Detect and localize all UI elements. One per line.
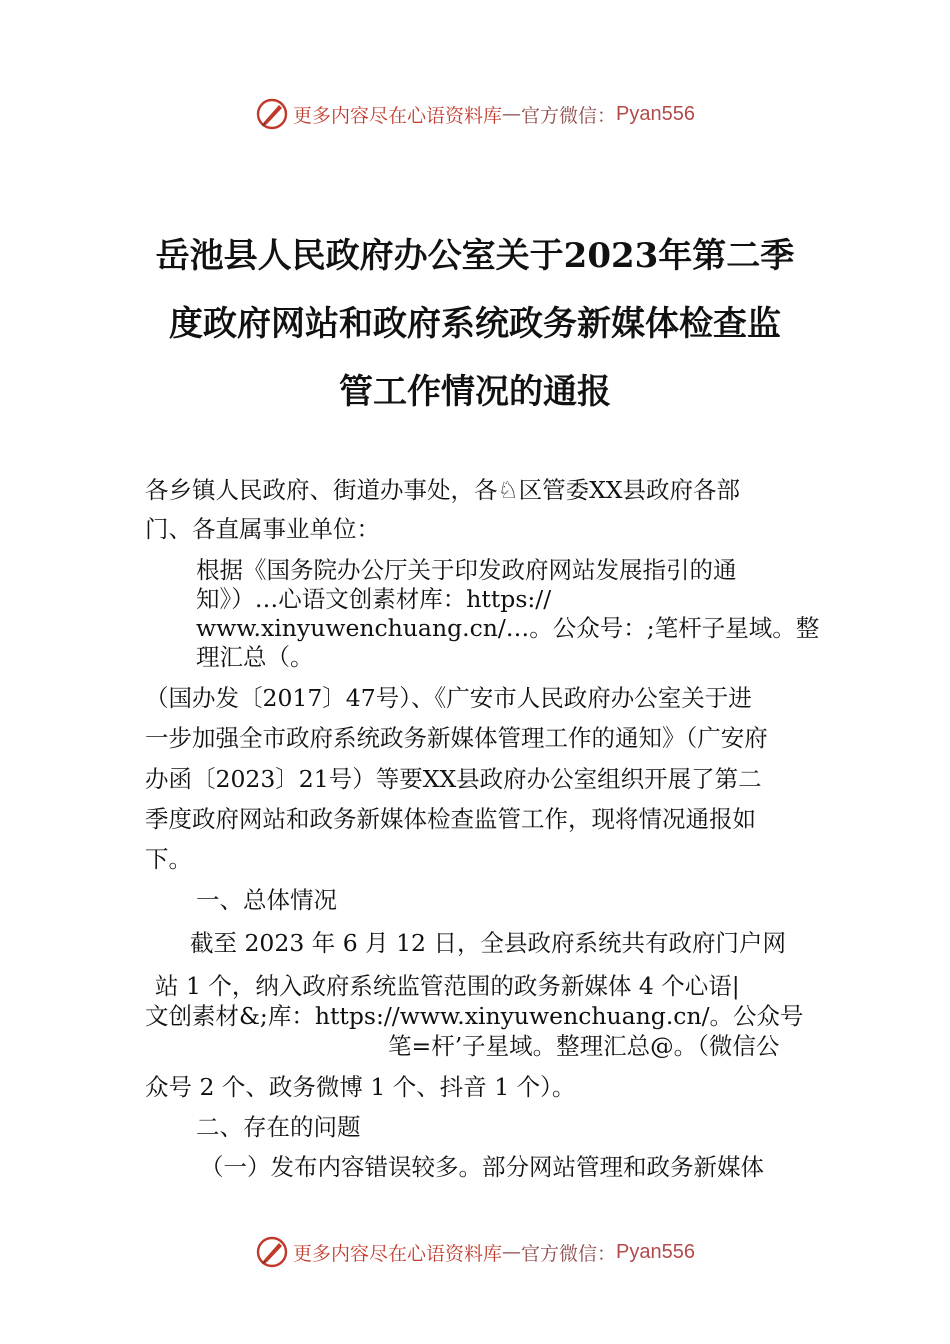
basis-line-4: 理汇总（。	[196, 643, 314, 671]
section-2-line-1: （一）发布内容错误较多。部分网站管理和政务新媒体	[200, 1153, 764, 1181]
watermark-handle: Pyan556	[616, 102, 695, 125]
section-1-line-3: 文创素材&;库：https://www.xinyuwenchuang.cn/。公众号	[145, 1002, 804, 1030]
addressee-line-1: 各乡镇人民政府、街道办事处，各♘区管委XX县政府各部	[145, 476, 741, 504]
section-1-line-5: 众号 2 个、政务微博 1 个、抖音 1 个）。	[145, 1073, 576, 1101]
basis-line-2: 知》）…心语文创素材库：https://	[196, 585, 552, 613]
paragraph-1-line-4: 季度政府网站和政务新媒体检查监管工作，现将情况通报如	[145, 805, 756, 833]
paragraph-1-line-5: 下。	[145, 845, 192, 873]
section-1-line-4: 笔=杆’子星域。整理汇总@。（微信公	[388, 1032, 780, 1060]
basis-line-3: www.xinyuwenchuang.cn/…。公众号：;笔杆子星域。整	[196, 614, 820, 642]
watermark-banner-top	[0, 97, 950, 131]
paragraph-1-line-3: 办函〔2023〕21号）等要XX县政府办公室组织开展了第二	[145, 765, 762, 793]
addressee-line-2: 门、各直属事业单位：	[145, 515, 380, 543]
document-title	[90, 222, 860, 426]
watermark-official-label: 官方微信：	[521, 104, 617, 127]
title-line-1: 岳池县人民政府办公室关于2023年第二季	[155, 236, 795, 276]
basis-line-1: 根据《国务院办公厅关于印发政府网站发展指引的通	[196, 556, 737, 584]
title-line-3: 管工作情况的通报	[339, 372, 611, 412]
watermark-official-label: 官方微信：	[521, 1242, 617, 1265]
watermark-handle: Pyan556	[616, 1240, 695, 1263]
watermark-main-text: 更多内容尽在心语资料库	[293, 104, 503, 127]
watermark-main-text: 更多内容尽在心语资料库	[293, 1242, 503, 1265]
section-1-line-1: 截至 2023 年 6 月 12 日，全县政府系统共有政府门户网	[190, 929, 786, 957]
watermark-dash: —	[502, 103, 522, 125]
paragraph-1-line-2: 一步加强全市政府系统政务新媒体管理工作的通知》（广安府	[145, 724, 768, 752]
pen-logo-icon	[255, 97, 289, 131]
title-line-2: 度政府网站和政府系统政务新媒体检查监	[169, 304, 781, 344]
watermark-banner-bottom	[0, 1235, 950, 1269]
section-1-line-2: 站 1 个，纳入政府系统监管范围的政务新媒体 4 个心语|	[155, 972, 740, 1000]
pen-logo-icon	[255, 1235, 289, 1269]
section-heading-1: 一、总体情况	[196, 886, 337, 914]
watermark-dash: —	[502, 1241, 522, 1263]
section-heading-2: 二、存在的问题	[196, 1113, 361, 1141]
paragraph-1-line-1: （国办发〔2017〕47号）、《广安市人民政府办公室关于进	[145, 684, 752, 712]
